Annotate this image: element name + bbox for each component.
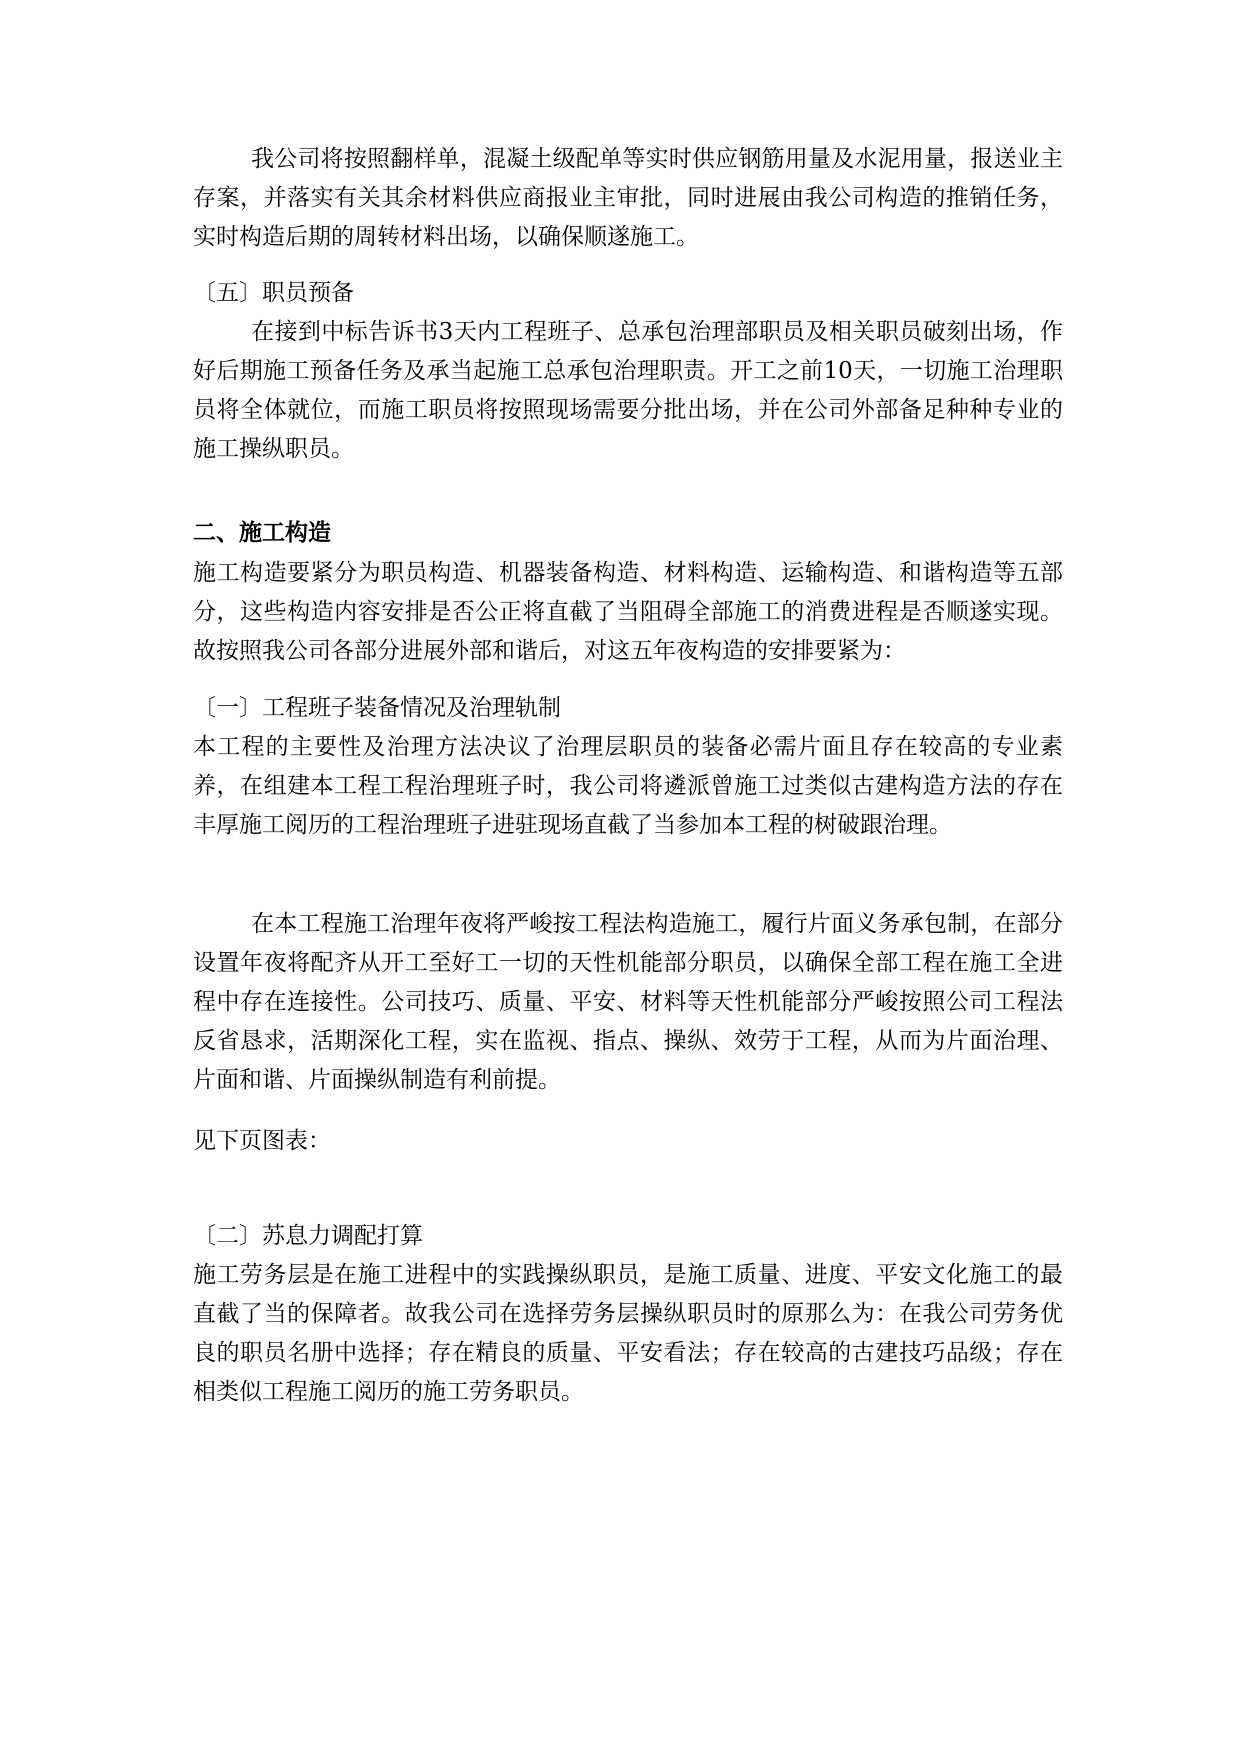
paragraph-management-system: 在本工程施工治理年夜将严峻按工程法构造施工，履行片面义务承包制，在部分设置年夜将配齐从开工至好工一切的天性机能部分职员，以确保全部工程在施工全进程中存在连接性。公司技巧、质量、平安、材料等天性机能部分严峻按照公司工程法反省恳求，活期深化工程，实在监视、指点、操纵、效劳于工程，从而为片面治理、片面和谐、片面操纵制造有利前提。 xyxy=(193,911,1063,1093)
subheading-staff-preparation: 〔五〕职员预备 xyxy=(193,280,354,306)
subheading-labor-plan: 〔二〕苏息力调配打算 xyxy=(193,1223,423,1249)
paragraph-labor-plan: 施工劳务层是在施工进程中的实践操纵职员，是施工质量、进度、平安文化施工的最直截了当的保障者。故我公司在选择劳务层操纵职员时的原那么为：在我公司劳务优良的职员名册中选择；存在精良的质量、平安看法；存在较高的古建技巧品级；存在相类似工程施工阅历的施工劳务职员。 xyxy=(193,1262,1063,1405)
paragraph-organization-overview: 施工构造要紧分为职员构造、机器装备构造、材料构造、运输构造、和谐构造等五部分，这些构造内容安排是否公正将直截了当阻碍全部施工的消费进程是否顺遂实现。故按照我公司各部分进展外部和谐后，对这五年夜构造的安排要紧为： xyxy=(193,560,1063,664)
paragraph-project-team: 本工程的主要性及治理方法决议了治理层职员的装备必需片面且存在较高的专业素养，在组建本工程工程治理班子时，我公司将遴派曾施工过类似古建构造方法的存在丰厚施工阅历的工程治理班子进驻现场直截了当参加本工程的树破跟治理。 xyxy=(193,734,1063,838)
subheading-project-team: 〔一〕工程班子装备情况及治理轨制 xyxy=(193,695,561,721)
section-title-construction-organization: 二、施工构造 xyxy=(193,519,331,546)
paragraph-materials: 我公司将按照翻样单，混凝土级配单等实时供应钢筋用量及水泥用量，报送业主存案，并落实有关其余材料供应商报业主审批，同时进展由我公司构造的推销任务，实时构造后期的周转材料出场，以确保顺遂施工。 xyxy=(193,146,1063,250)
paragraph-see-chart: 见下页图表： xyxy=(193,1128,331,1154)
paragraph-staff-preparation: 在接到中标告诉书3天内工程班子、总承包治理部职员及相关职员破刻出场，作好后期施工预备任务及承当起施工总承包治理职责。开工之前10天，一切施工治理职员将全体就位，而施工职员将按照现场需要分批出场，并在公司外部备足种种专业的施工操纵职员。 xyxy=(193,319,1063,462)
